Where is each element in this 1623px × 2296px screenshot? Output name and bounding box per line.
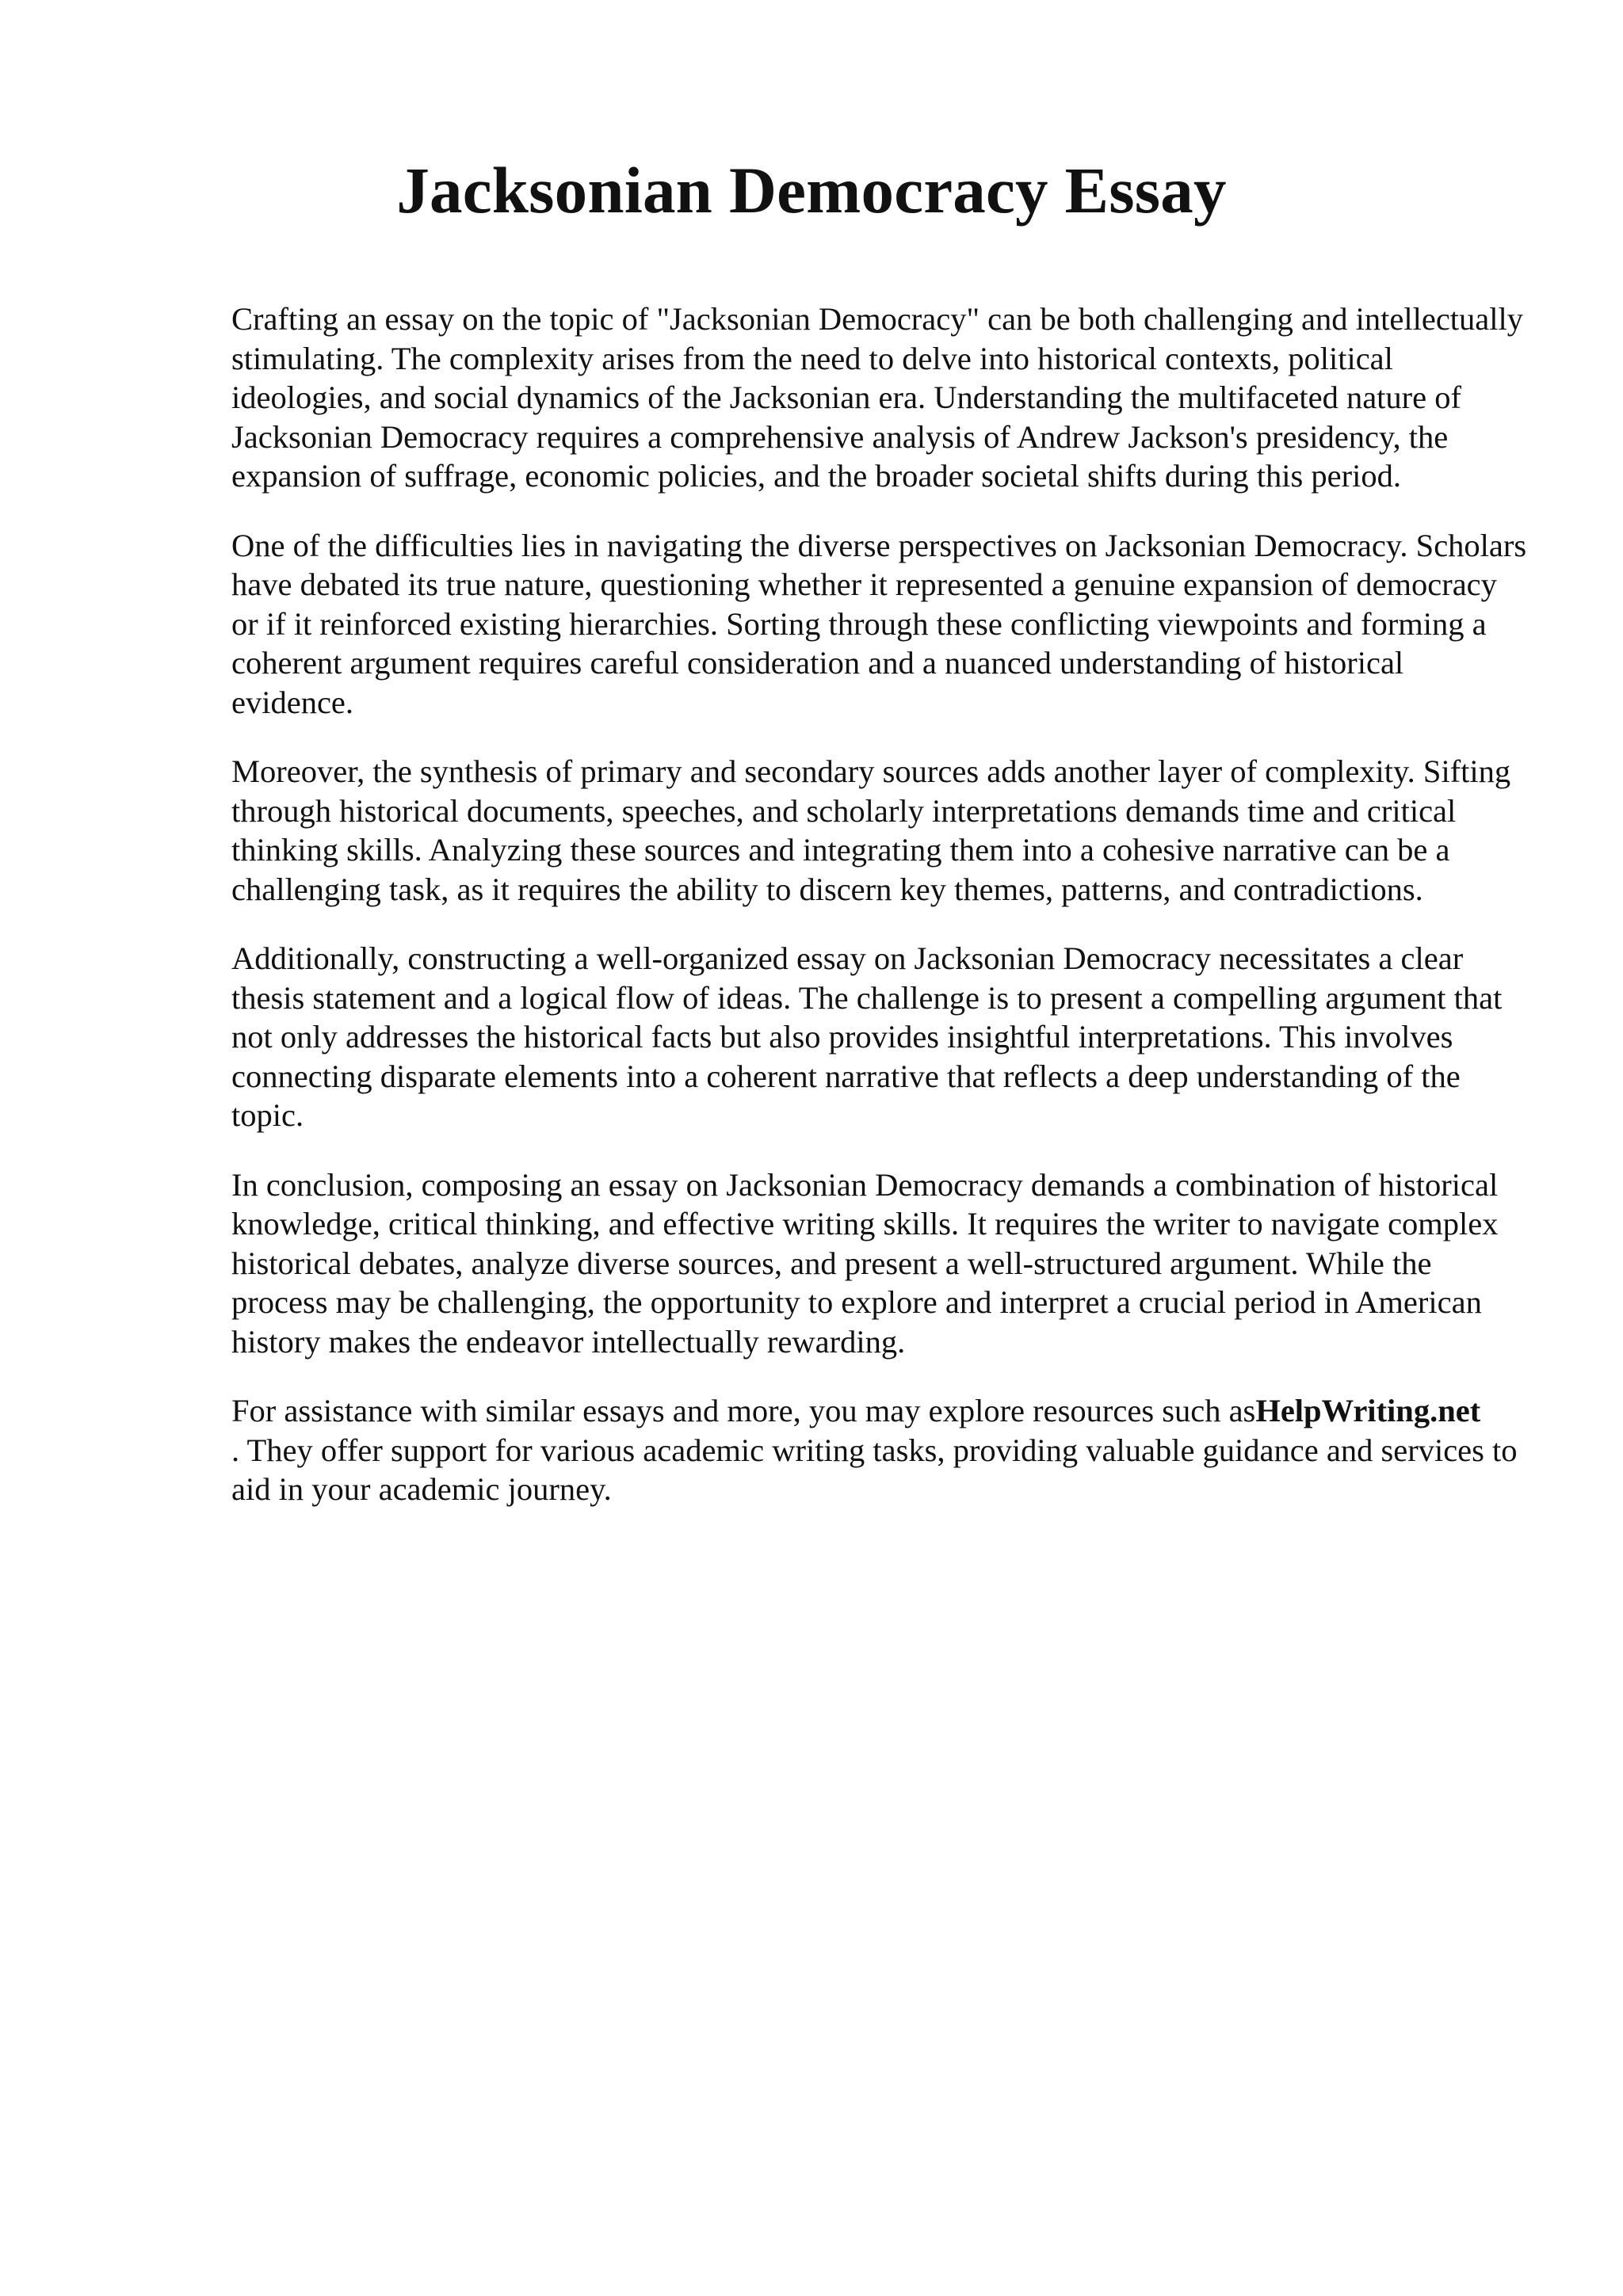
document-title: Jacksonian Democracy Essay — [396, 154, 1227, 227]
closing-text-after-link: . They offer support for various academic writing tasks, providing valuable guidance and services to aid in your academic journey. — [231, 1432, 1518, 1507]
document-body — [231, 299, 1531, 1509]
paragraph-intro: Crafting an essay on the topic of "Jacksonian Democracy" can be both challenging and intellectually stimulating. The complexity arises from the need to delve into historical contexts, political ideologies, and social dynamics of the Jacksonian era. Understanding the multifaceted nature of Jacksonian Democracy requires a comprehensive analysis of Andrew Jackson's presidency, the expansion of suffrage, economic policies, and the broader societal shifts during this period. — [231, 301, 1524, 494]
paragraph-closing — [231, 1391, 1531, 1509]
closing-text-before-link: For assistance with similar essays and more, you may explore resources such as — [231, 1393, 1256, 1428]
paragraph-perspectives: One of the difficulties lies in navigating the diverse perspectives on Jacksonian Democracy. Scholars have debated its true nature, questioning whether it represented a genuine expansion of democracy or if it reinforced existing hierarchies. Sorting through these conflicting viewpoints and forming a coherent argument requires careful consideration and a nuanced understanding of historical evidence. — [231, 527, 1527, 720]
helpwriting-link[interactable]: HelpWriting.net — [1255, 1393, 1481, 1428]
paragraph-structure: Additionally, constructing a well-organized essay on Jacksonian Democracy necessitates a clear thesis statement and a logical flow of ideas. The challenge is to present a compelling argument that not only addresses the historical facts but also provides insightful interpretations. This involves connecting disparate elements into a coherent narrative that reflects a deep understanding of the topic. — [231, 940, 1503, 1133]
paragraph-sources: Moreover, the synthesis of primary and secondary sources adds another layer of complexity. Sifting through historical documents, speeches, and scholarly interpretations demands time and critical thinking skills. Analyzing these sources and integrating them into a cohesive narrative can be a challenging task, as it requires the ability to discern key themes, patterns, and contradictions. — [231, 753, 1511, 907]
paragraph-conclusion: In conclusion, composing an essay on Jacksonian Democracy demands a combination of historical knowledge, critical thinking, and effective writing skills. It requires the writer to navigate complex historical debates, analyze diverse sources, and present a well-structured argument. While the process may be challenging, the opportunity to explore and interpret a crucial period in American history makes the endeavor intellectually rewarding. — [231, 1166, 1499, 1360]
